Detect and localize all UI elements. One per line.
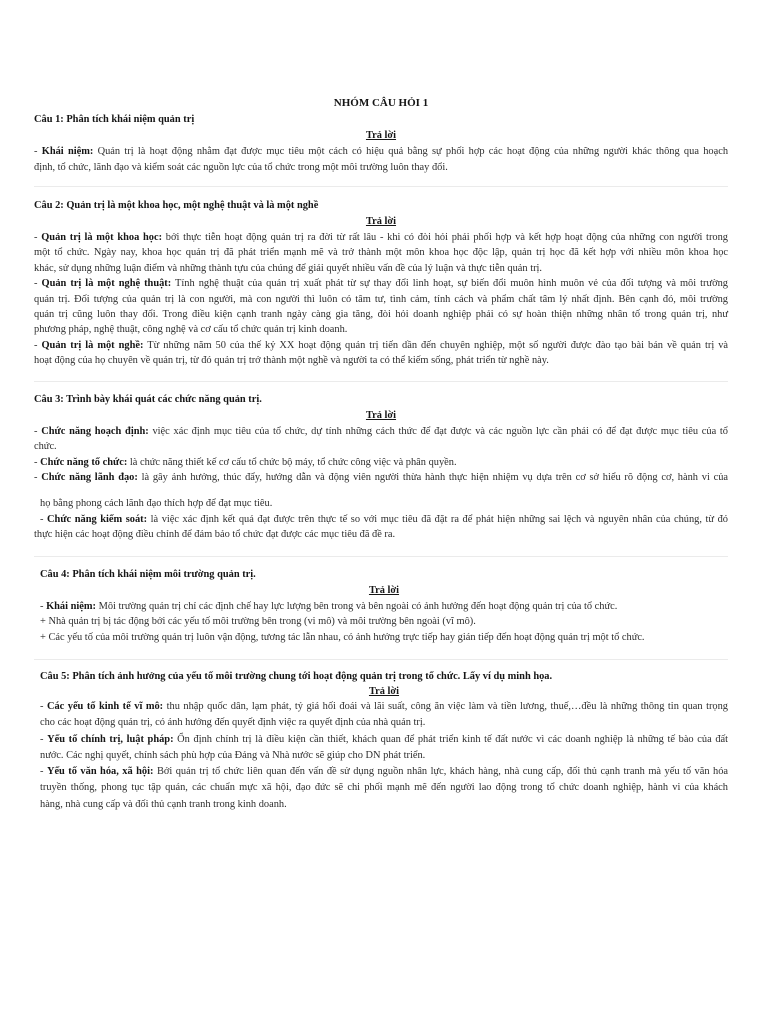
document-title: NHÓM CÂU HỎI 1 xyxy=(333,97,429,109)
line-text: Tính nghệ thuật của quản trị xuất phát từ sự thay đổi linh hoạt, sự biến đổi muôn hình muôn vẻ của đối tượng và môi trường xyxy=(171,278,728,290)
answer-label-row xyxy=(34,214,728,230)
question-section xyxy=(40,567,728,645)
answer-line: nước. Các nghị quyết, chính sách phù hợp của Đảng và Nhà nước sẽ giúp cho DN phát triển. xyxy=(40,749,426,761)
answer-line xyxy=(34,512,728,527)
line-text: Ổn định chính trị là điều kiện cần thiết, khách quan để phát triển kinh tế đất nước vì các doanh nghiệp là những tế bào của đất xyxy=(173,733,729,745)
answer-line: khác, sử dụng những luận điểm và những thành tựu của chúng để giải quyết nhiều vấn đề của lý luận và thực tiễn quản trị. xyxy=(34,262,543,274)
term-label: Quản trị là một nghề: xyxy=(41,339,144,351)
bullet-prefix: - xyxy=(34,278,42,290)
line-text: bởi thực tiễn hoạt động quản trị ra đời từ rất lâu - khi có đòi hỏi phải phối hợp và kết hợp hoạt động của những con người trong xyxy=(162,232,728,243)
answer-line xyxy=(40,699,728,715)
line-text: việc xác định mục tiêu của tổ chức, dự tính những cách thức để đạt được và các nguồn lực cần phải có để đạt được mục tiêu của tổ xyxy=(148,426,729,437)
question-section xyxy=(34,198,728,369)
answer-label-row xyxy=(34,128,728,144)
line-text: là chức năng thiết kế cơ cấu tổ chức bộ máy, tổ chức công việc và phân quyền. xyxy=(127,456,457,468)
term-label: Chức năng lãnh đạo: xyxy=(41,472,138,484)
answer-line: cho các hoạt động quản trị, có ảnh hưởng đến quyết định việc ra quyết định của nhà quản trị. xyxy=(40,717,426,729)
answer-line: + Nhà quản trị bị tác động bởi các yếu tố môi trường bên trong (vi mô) và môi trường bên ngoài (vĩ mô). xyxy=(40,616,476,628)
answer-line xyxy=(34,424,728,439)
answer-line xyxy=(40,764,728,780)
answer-line: họ bằng phong cách lãnh đạo thích hợp để đạt mục tiêu. xyxy=(40,498,273,510)
bullet-prefix: - xyxy=(40,513,48,525)
question-heading: Câu 1: Phân tích khái niệm quản trị xyxy=(34,114,195,125)
term-label: Khái niệm: xyxy=(46,601,96,612)
answer-label-row xyxy=(40,583,728,599)
answer-line xyxy=(34,470,728,485)
line-text: là gây ảnh hưởng, thúc đẩy, hướng dẫn và động viên người thừa hành thực hiện nhiệm vụ dựa trên cơ sở hiểu rõ động cơ, hành vi của xyxy=(137,472,729,484)
question-section xyxy=(34,112,728,175)
answer-line xyxy=(34,455,728,470)
term-label: Quản trị là một nghệ thuật: xyxy=(41,278,172,290)
answer-label: Trả lời xyxy=(368,585,400,596)
bullet-prefix: - xyxy=(34,146,42,157)
line-text: Môi trường quản trị chỉ các định chế hay lực lượng bên trong và bên ngoài có ảnh hưởng đến hoạt động quản trị của tổ chức. xyxy=(96,601,618,612)
answer-label-row xyxy=(34,408,728,424)
answer-label: Trả lời xyxy=(368,686,400,697)
term-label: Chức năng hoạch định: xyxy=(41,426,149,437)
answer-line: thực hiện các hoạt động điều chỉnh để đảm bảo tổ chức đạt được các mục tiêu đã đề ra. xyxy=(34,529,396,541)
bullet-prefix: - xyxy=(34,339,42,351)
answer-line: quản trị cũng luôn thay đổi. Trong điều kiện cạnh tranh ngày càng gia tăng, đòi hỏi doanh nghiệp phải có sự hoàn thiện những nhân tố trong quản trị, như xyxy=(34,309,728,321)
term-label: Yếu tố chính trị, luật pháp: xyxy=(47,733,174,745)
section-divider xyxy=(34,556,728,557)
term-label: Chức năng tổ chức: xyxy=(40,456,128,468)
line-text: Quản trị là hoạt động nhằm đạt được mục tiêu một cách có hiệu quả bằng sự phối hợp các hoạt động của những người khác thông qua hoạch xyxy=(93,146,729,157)
answer-line xyxy=(34,276,728,291)
answer-line: hoạt động của họ chuyên về quản trị, từ đó quản trị trở thành một nghề và người ta có thể kiếm sống, phát triển từ nghề này. xyxy=(34,355,549,367)
line-text: Từ những năm 50 của thế kỷ XX hoạt động quản trị tiến dần đến chuyên nghiệp, một số người được đào tạo bài bản về quản trị và xyxy=(143,339,729,351)
section-divider xyxy=(34,659,728,660)
bullet-prefix: - xyxy=(40,733,48,745)
answer-line: quản trị. Đối tượng của quản trị là con người, mà con người thì luôn có tâm tư, tình cảm, tính cách và phẩm chất tâm lý nhất định. Bên cạnh đó, môi trường xyxy=(34,293,728,305)
term-label: Các yếu tố kinh tế vĩ mô: xyxy=(46,701,164,712)
line-text: thu nhập quốc dân, lạm phát, tỷ giá hối đoái và lãi suất, công ăn việc làm và tiền lương, thuế,…đều là những thông tin quan trọng xyxy=(163,701,729,712)
answer-label: Trả lời xyxy=(365,130,397,141)
question-section xyxy=(34,392,728,543)
bullet-prefix: - xyxy=(34,472,42,484)
term-label: Khái niệm: xyxy=(41,146,94,157)
question-heading: Câu 4: Phân tích khái niệm môi trường quản trị. xyxy=(40,569,256,580)
bullet-prefix: - xyxy=(40,766,47,778)
bullet-prefix: - xyxy=(34,232,42,243)
question-heading: Câu 3: Trình bày khái quát các chức năng quản trị. xyxy=(34,394,262,405)
section-divider xyxy=(34,381,728,382)
answer-line xyxy=(40,732,728,748)
answer-line: truyền thống, phong tục tập quán, các chuẩn mực xã hội, đạo đức sẽ chi phối mạnh mẽ đến người lao động trong tổ chức doanh nghiệp, hành vi của khách xyxy=(40,782,728,794)
answer-line xyxy=(40,599,728,614)
answer-line: hàng, nhà cung cấp và đối thủ cạnh tranh trong kinh doanh. xyxy=(40,798,287,810)
answer-line: định, tổ chức, lãnh đạo và kiểm soát các nguồn lực của tổ chức trong một môi trường luôn thay đổi. xyxy=(34,161,448,173)
question-heading: Câu 2: Quản trị là một khoa học, một nghệ thuật và là một nghề xyxy=(34,200,319,211)
line-text: Bởi quản trị tổ chức liên quan đến vấn đề sử dụng nguồn nhân lực, khách hàng, nhà cung cấp, đối thủ cạnh tranh mà yếu tố văn hóa xyxy=(153,766,728,778)
question-heading: Câu 5: Phân tích ảnh hưởng của yếu tố môi trường chung tới hoạt động quản trị trong tổ chức. Lấy ví dụ minh họa. xyxy=(40,671,553,682)
term-label: Chức năng kiểm soát: xyxy=(47,513,148,525)
answer-line xyxy=(34,144,728,160)
section-divider xyxy=(34,186,728,187)
answer-line xyxy=(34,338,728,353)
answer-line xyxy=(34,230,728,245)
term-label: Quản trị là một khoa học: xyxy=(41,232,163,243)
answer-label-row xyxy=(40,684,728,699)
term-label: Yếu tố văn hóa, xã hội: xyxy=(46,766,154,778)
answer-line: một tổ chức. Ngày nay, khoa học quản trị đã phát triển mạnh mẽ và trở thành một môn khoa học độc lập, quản trị học đã kết hợp với nhiều môn khoa học xyxy=(34,247,728,259)
bullet-prefix: - xyxy=(40,601,47,612)
answer-line: phương pháp, nghệ thuật, công nghệ và cơ cấu tổ chức quản trị kinh doanh. xyxy=(34,324,348,336)
answer-label: Trả lời xyxy=(365,216,397,227)
bullet-prefix: - xyxy=(40,701,47,712)
line-text: là việc xác định kết quả đạt được trên thực tế so với mục tiêu đã đặt ra để phát hiện những sai lệch và nguyên nhân của chúng, từ đó xyxy=(147,513,728,525)
question-section xyxy=(40,669,728,813)
bullet-prefix: - xyxy=(34,456,41,468)
answer-label: Trả lời xyxy=(365,410,397,421)
bullet-prefix: - xyxy=(34,426,42,437)
answer-line: + Các yếu tố của môi trường quản trị luôn vận động, tương tác lẫn nhau, có ảnh hưởng trực tiếp hay gián tiếp đến hoạt động quản trị một tổ chức. xyxy=(40,631,645,643)
answer-line: chức. xyxy=(34,441,57,453)
